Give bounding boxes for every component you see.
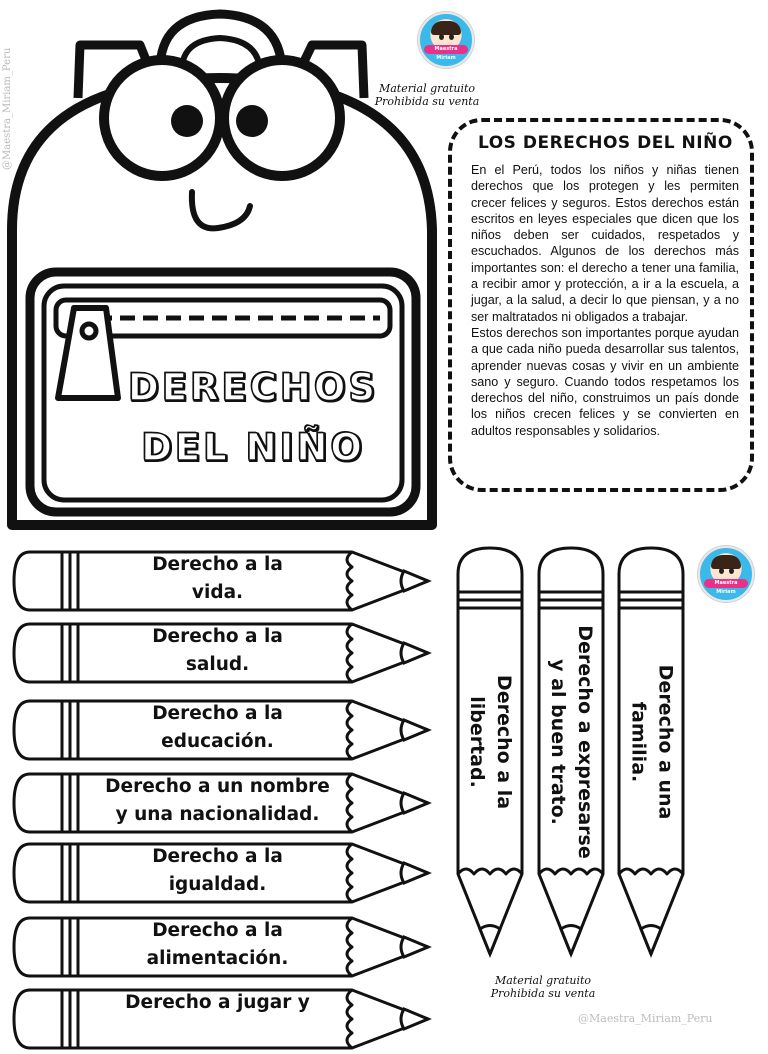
pencil-label-line2: alimentación. xyxy=(146,948,289,969)
notice-bottom xyxy=(478,974,608,1000)
pencil-vertical xyxy=(456,544,524,964)
pencil-horizontal xyxy=(0,768,440,838)
info-paragraph-2: Estos derechos son importantes porque ayudan a que cada niño pueda desarrollar sus talentos, aprender nuevas cosas y vivir en un ambiente sano y seguro. Cuando todos respetamos los derechos del niño, construimos un país donde los niños crecen felices y se convierten en adultos responsables y solidarios. xyxy=(471,325,739,438)
pencil-vertical-line2: y al buen trato. xyxy=(546,659,569,825)
pencil-horizontal xyxy=(0,838,440,908)
brand-logo-right xyxy=(698,546,754,602)
pencil-horizontal xyxy=(0,695,440,765)
pencil-horizontal xyxy=(0,912,440,982)
pencil-vertical xyxy=(617,544,685,964)
pencil-horizontal xyxy=(0,618,440,688)
brand-logo xyxy=(418,12,474,68)
pencil-label-line1: Derecho a un nombre xyxy=(105,776,330,797)
pencil-label-line1: Derecho a la xyxy=(152,846,283,867)
pencil-label-line1: Derecho a la xyxy=(152,554,283,575)
pencil-label-line1: Derecho a la xyxy=(152,626,283,647)
pencil-vertical-label xyxy=(624,665,678,820)
pencil-vertical-line1: Derecho a expresarse xyxy=(573,625,596,859)
backpack-title-line2: DEL NIÑO xyxy=(141,426,365,469)
pencil-label-line2: igualdad. xyxy=(168,874,267,895)
pencil-label-line1: Derecho a la xyxy=(152,920,283,941)
notice-top xyxy=(372,82,482,108)
info-text xyxy=(471,162,739,439)
footer-watermark: @Maestra_Miriam_Peru xyxy=(578,1012,713,1025)
pencil-label-line2: educación. xyxy=(161,731,274,752)
notice-bottom-line2: Prohibida su venta xyxy=(490,987,596,1000)
pencil-vertical-label xyxy=(463,675,517,809)
pencil-label-line2: vida. xyxy=(191,582,244,603)
pencil-vertical-label xyxy=(544,625,598,859)
pencil-horizontal xyxy=(0,984,440,1054)
pencil-vertical-line2: libertad. xyxy=(466,696,489,788)
author-watermark: @Maestra_Miriam_Peru xyxy=(2,47,13,170)
pencil-horizontal xyxy=(0,546,440,616)
info-paragraph-1: En el Perú, todos los niños y niñas tienen derechos que los protegen y les permiten crecer felices y seguros. Estos derechos están escritos en leyes especiales que dicen que los niños deben ser cuidados, respetados y escuchados. Algunos de los derechos más importantes son: el derecho a tener una familia, a recibir amor y protección, a ir a la escuela, a jugar, a la salud, a decir lo que piensan, y a no ser maltratados ni obligados a trabajar. xyxy=(471,163,739,324)
notice-line1: Material gratuito xyxy=(378,82,476,95)
pencil-vertical xyxy=(537,544,605,964)
notice-line2: Prohibida su venta xyxy=(374,95,480,108)
pencil-label-line2: y una nacionalidad. xyxy=(115,804,320,825)
backpack-title-line1: DERECHOS xyxy=(128,366,378,409)
pencil-vertical-line2: familia. xyxy=(626,701,649,783)
pencil-label-line1: Derecho a jugar y xyxy=(125,992,310,1013)
brand-logo-right-text: Maestra Miriam xyxy=(704,579,748,588)
brand-logo-text: Maestra Miriam xyxy=(424,45,468,54)
pencil-label-line1: Derecho a la xyxy=(152,703,283,724)
notice-bottom-line1: Material gratuito xyxy=(494,974,592,987)
pencil-vertical-line1: Derecho a la xyxy=(493,674,516,810)
pencil-label-line2: salud. xyxy=(185,654,250,675)
info-title: LOS DERECHOS DEL NIÑO xyxy=(478,133,733,153)
pencil-vertical-line1: Derecho a una xyxy=(653,664,676,820)
